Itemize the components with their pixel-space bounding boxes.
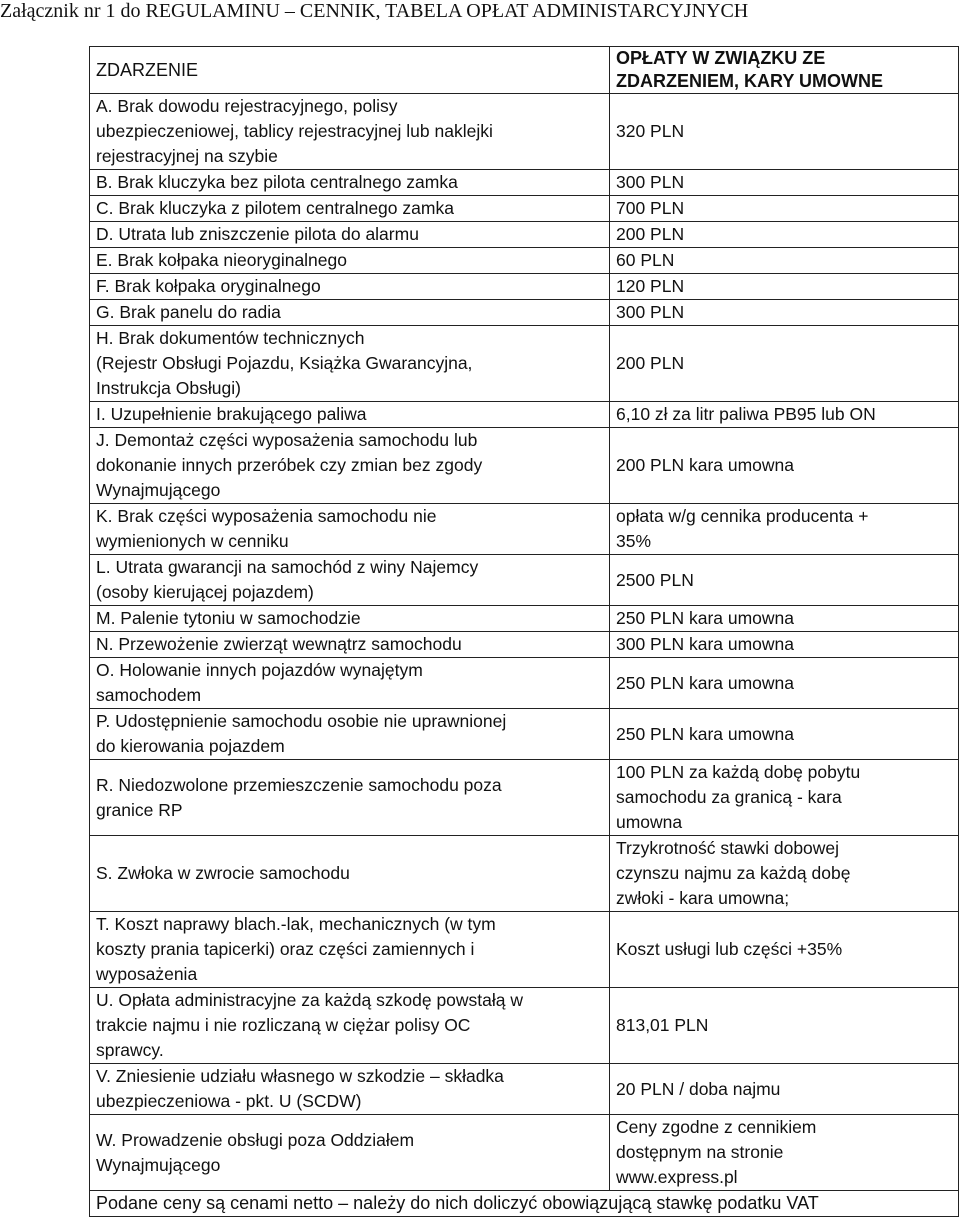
- fee-cell: [610, 709, 959, 760]
- event-text: T. Koszt naprawy blach.-lak, mechanicznych (w tym: [96, 914, 496, 934]
- table-row: [90, 1064, 959, 1115]
- event-text: E. Brak kołpaka nieoryginalnego: [96, 250, 347, 270]
- fee-text: 300 PLN kara umowna: [616, 634, 795, 654]
- event-text: H. Brak dokumentów technicznych: [96, 328, 365, 348]
- fee-cell: [610, 402, 959, 428]
- event-text: F. Brak kołpaka oryginalnego: [96, 276, 321, 296]
- fee-text: 100 PLN za każdą dobę pobytu: [616, 762, 861, 782]
- fee-text: 813,01 PLN: [616, 1015, 709, 1035]
- event-text: J. Demontaż części wyposażenia samochodu lub: [96, 430, 478, 450]
- event-text: L. Utrata gwarancji na samochód z winy Najemcy: [96, 557, 479, 577]
- fee-cell: [610, 428, 959, 504]
- fee-text: www.express.pl: [616, 1167, 738, 1187]
- event-cell: [90, 1064, 610, 1115]
- event-cell: [90, 606, 610, 632]
- table-row: [90, 606, 959, 632]
- column-header-fee-line: ZDARZENIEM, KARY UMOWNE: [616, 71, 883, 91]
- event-text: S. Zwłoka w zwrocie samochodu: [96, 863, 350, 883]
- fee-text: zwłoki - kara umowna;: [616, 888, 790, 908]
- event-cell: [90, 94, 610, 170]
- fee-text: umowna: [616, 812, 683, 832]
- fee-cell: [610, 632, 959, 658]
- table-row: [90, 300, 959, 326]
- fee-cell: [610, 912, 959, 988]
- fee-cell: [610, 248, 959, 274]
- event-cell: [90, 222, 610, 248]
- event-text: Instrukcja Obsługi): [96, 378, 241, 398]
- event-text: sprawcy.: [96, 1040, 164, 1060]
- event-cell: [90, 402, 610, 428]
- event-text: wymienionych w cenniku: [96, 531, 289, 551]
- table-row: [90, 760, 959, 836]
- fee-text: 200 PLN kara umowna: [616, 455, 795, 475]
- event-cell: [90, 274, 610, 300]
- fee-cell: [610, 606, 959, 632]
- event-cell: [90, 836, 610, 912]
- fee-text: 300 PLN: [616, 302, 685, 322]
- event-cell: [90, 912, 610, 988]
- table-row: [90, 196, 959, 222]
- fee-cell: [610, 988, 959, 1064]
- table-row: [90, 504, 959, 555]
- event-text: K. Brak części wyposażenia samochodu nie: [96, 506, 437, 526]
- event-text: do kierowania pojazdem: [96, 736, 285, 756]
- fee-cell: [610, 658, 959, 709]
- event-text: C. Brak kluczyka z pilotem centralnego zamka: [96, 198, 454, 218]
- table-row: [90, 428, 959, 504]
- column-header-event: ZDARZENIE: [90, 47, 610, 94]
- event-cell: [90, 1115, 610, 1191]
- fee-cell: [610, 504, 959, 555]
- event-cell: [90, 555, 610, 606]
- fee-text: 35%: [616, 531, 652, 551]
- table-row: [90, 170, 959, 196]
- fee-cell: [610, 196, 959, 222]
- event-text: Wynajmującego: [96, 1154, 221, 1175]
- column-header-fee: [610, 47, 959, 94]
- table-row: [90, 709, 959, 760]
- event-cell: [90, 658, 610, 709]
- fee-text: 60 PLN: [616, 250, 675, 270]
- event-text: G. Brak panelu do radia: [96, 302, 281, 322]
- event-cell: [90, 326, 610, 402]
- fee-cell: [610, 94, 959, 170]
- event-text: O. Holowanie innych pojazdów wynajętym: [96, 660, 423, 680]
- document-title: Załącznik nr 1 do REGULAMINU – CENNIK, TABELA OPŁAT ADMINISTARCYJNYCH: [0, 0, 749, 22]
- fee-text: 250 PLN kara umowna: [616, 608, 795, 628]
- event-cell: [90, 760, 610, 836]
- table-row: [90, 658, 959, 709]
- fee-cell: [610, 170, 959, 196]
- event-text: dokonanie innych przeróbek czy zmian bez zgody: [96, 455, 483, 475]
- table-row: [90, 836, 959, 912]
- table-row: [90, 326, 959, 402]
- event-text: ubezpieczeniowej, tablicy rejestracyjnej lub naklejki: [96, 121, 493, 141]
- event-text: koszty prania tapicerki) oraz części zamiennych i: [96, 939, 475, 959]
- fee-cell: [610, 222, 959, 248]
- fee-text: Trzykrotność stawki dobowej: [616, 838, 840, 858]
- fee-cell: [610, 760, 959, 836]
- event-text: U. Opłata administracyjne za każdą szkodę powstałą w: [96, 990, 524, 1010]
- fee-text: 6,10 zł za litr paliwa PB95 lub ON: [616, 404, 876, 424]
- table-row: [90, 988, 959, 1064]
- fee-text: 320 PLN: [616, 121, 685, 141]
- fee-cell: [610, 326, 959, 402]
- event-text: P. Udostępnienie samochodu osobie nie uprawnionej: [96, 711, 507, 731]
- fee-text: 250 PLN kara umowna: [616, 723, 795, 744]
- table-row: [90, 632, 959, 658]
- event-text: (Rejestr Obsługi Pojazdu, Książka Gwarancyjna,: [96, 353, 473, 373]
- event-cell: [90, 428, 610, 504]
- event-text: A. Brak dowodu rejestracyjnego, polisy: [96, 96, 398, 116]
- fee-cell: [610, 1064, 959, 1115]
- event-text: wyposażenia: [96, 964, 198, 984]
- event-text: R. Niedozwolone przemieszczenie samochodu poza: [96, 774, 502, 795]
- fee-text: Koszt usługi lub części +35%: [616, 939, 843, 959]
- fee-text: opłata w/g cennika producenta +: [616, 506, 869, 526]
- fee-text: 200 PLN: [616, 353, 685, 373]
- table-row: [90, 94, 959, 170]
- fee-cell: [610, 555, 959, 606]
- event-text: N. Przewożenie zwierząt wewnątrz samochodu: [96, 634, 462, 654]
- fee-cell: [610, 836, 959, 912]
- table-row: [90, 402, 959, 428]
- event-cell: [90, 196, 610, 222]
- event-text: trakcie najmu i nie rozliczaną w ciężar polisy OC: [96, 1015, 471, 1035]
- event-text: samochodem: [96, 685, 202, 705]
- fee-text: czynszu najmu za każdą dobę: [616, 863, 851, 883]
- event-text: B. Brak kluczyka bez pilota centralnego zamka: [96, 172, 458, 192]
- fee-text: samochodu za granicą - kara: [616, 787, 842, 807]
- event-text: rejestracyjnej na szybie: [96, 146, 278, 166]
- vat-note: Podane ceny są cenami netto – należy do nich doliczyć obowiązującą stawkę podatku VAT: [90, 1191, 959, 1217]
- table-row: [90, 248, 959, 274]
- fee-cell: [610, 1115, 959, 1191]
- table-row: [90, 1115, 959, 1191]
- fee-text: 300 PLN: [616, 172, 685, 192]
- event-cell: [90, 170, 610, 196]
- event-cell: [90, 709, 610, 760]
- event-text: I. Uzupełnienie brakującego paliwa: [96, 404, 367, 424]
- fee-text: Ceny zgodne z cennikiem: [616, 1117, 817, 1137]
- event-text: D. Utrata lub zniszczenie pilota do alarmu: [96, 224, 419, 244]
- fee-text: 700 PLN: [616, 198, 685, 218]
- fee-text: 2500 PLN: [616, 569, 694, 590]
- event-cell: [90, 988, 610, 1064]
- fee-text: 250 PLN kara umowna: [616, 672, 795, 693]
- event-cell: [90, 248, 610, 274]
- event-cell: [90, 504, 610, 555]
- fee-cell: [610, 274, 959, 300]
- event-text: granice RP: [96, 799, 183, 820]
- event-text: (osoby kierującej pojazdem): [96, 582, 314, 602]
- fee-table: [89, 46, 959, 1217]
- event-text: Wynajmującego: [96, 480, 221, 500]
- fee-text: dostępnym na stronie: [616, 1142, 784, 1162]
- fee-text: 120 PLN: [616, 276, 685, 296]
- event-cell: [90, 632, 610, 658]
- fee-cell: [610, 300, 959, 326]
- table-header-row: [90, 47, 959, 94]
- table-row: [90, 274, 959, 300]
- event-text: M. Palenie tytoniu w samochodzie: [96, 608, 361, 628]
- table-row: [90, 555, 959, 606]
- event-text: ubezpieczeniowa - pkt. U (SCDW): [96, 1091, 362, 1111]
- table-row: [90, 222, 959, 248]
- fee-text: 200 PLN: [616, 224, 685, 244]
- event-text: V. Zniesienie udziału własnego w szkodzie – składka: [96, 1066, 504, 1086]
- event-text: W. Prowadzenie obsługi poza Oddziałem: [96, 1129, 415, 1150]
- table-row: [90, 912, 959, 988]
- event-cell: [90, 300, 610, 326]
- column-header-fee-line: OPŁATY W ZWIĄZKU ZE: [616, 48, 826, 68]
- fee-text: 20 PLN / doba najmu: [616, 1078, 781, 1099]
- footer-row: [90, 1191, 959, 1217]
